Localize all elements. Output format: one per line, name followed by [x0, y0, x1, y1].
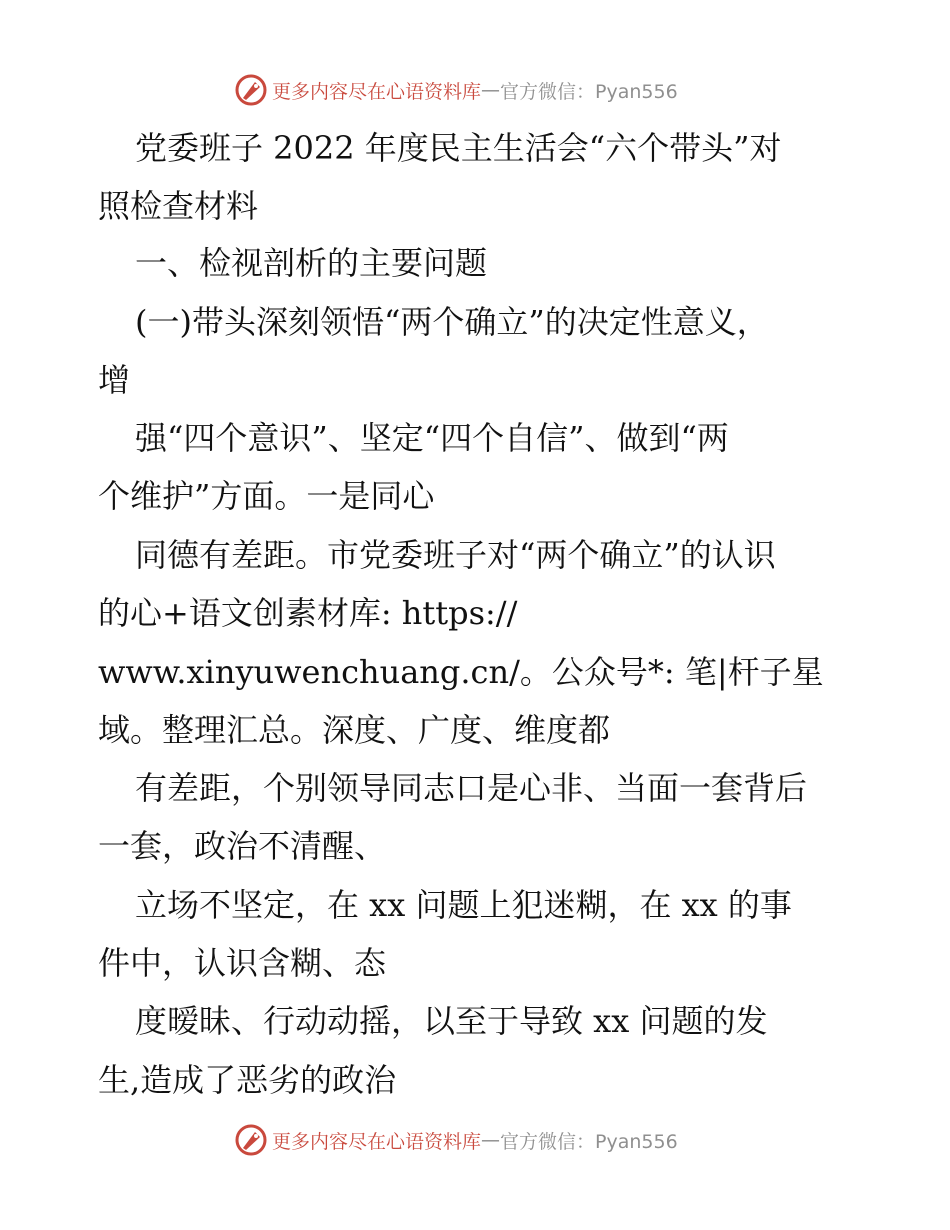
title-line-1: 党委班子 2022 年度民主生活会“六个带头”对 [135, 129, 782, 167]
header-banner [0, 70, 950, 110]
header-banner-text: 更多内容尽在心语资料库 [272, 80, 482, 103]
pen-nib-circle-logo-icon [234, 73, 268, 107]
footer-banner-content [234, 1120, 678, 1160]
section-heading: 一、检视剖析的主要问题 [135, 244, 488, 282]
header-banner-content [234, 70, 678, 110]
subsection-heading-line-1: (一)带头深刻领悟“两个确立”的决定性意义， [135, 303, 769, 341]
header-banner-dash: — [481, 79, 501, 101]
footer-banner-dash: — [481, 1129, 501, 1151]
paragraph-line: 有差距，个别领导同志口是心非、当面一套背后 [135, 769, 808, 807]
paragraph-line: 个维护”方面。一是同心 [98, 477, 435, 515]
subsection-heading-line-2: 增 [98, 361, 131, 399]
footer-banner [0, 1120, 950, 1160]
paragraph-line: 域。整理汇总。深度、广度、维度都 [98, 711, 611, 749]
paragraph-line: 件中，认识含糊、态 [98, 944, 387, 982]
header-wechat-contact: 官方微信：Pyan556 [500, 80, 678, 103]
title-line-2: 照检查材料 [98, 187, 259, 225]
paragraph-line: 同德有差距。市党委班子对“两个确立”的认识 [135, 536, 776, 574]
footer-wechat-contact: 官方微信：Pyan556 [500, 1130, 678, 1153]
pen-nib-circle-logo-icon [234, 1123, 268, 1157]
paragraph-line: www.xinyuwenchuang.cn/。公众号*: 笔|杆子星 [98, 653, 824, 691]
paragraph-line: 的心+语文创素材库: https:// [98, 594, 518, 632]
paragraph-line: 一套，政治不清醒、 [98, 827, 387, 865]
paragraph-line: 立场不坚定，在 xx 问题上犯迷糊，在 xx 的事 [135, 886, 792, 924]
paragraph-line: 生,造成了恶劣的政治 [98, 1061, 397, 1099]
footer-banner-text: 更多内容尽在心语资料库 [272, 1130, 482, 1153]
paragraph-line: 强“四个意识”、坚定“四个自信”、做到“两 [135, 419, 729, 457]
paragraph-line: 度暧昧、行动动摇，以至于导致 xx 问题的发 [135, 1002, 768, 1040]
